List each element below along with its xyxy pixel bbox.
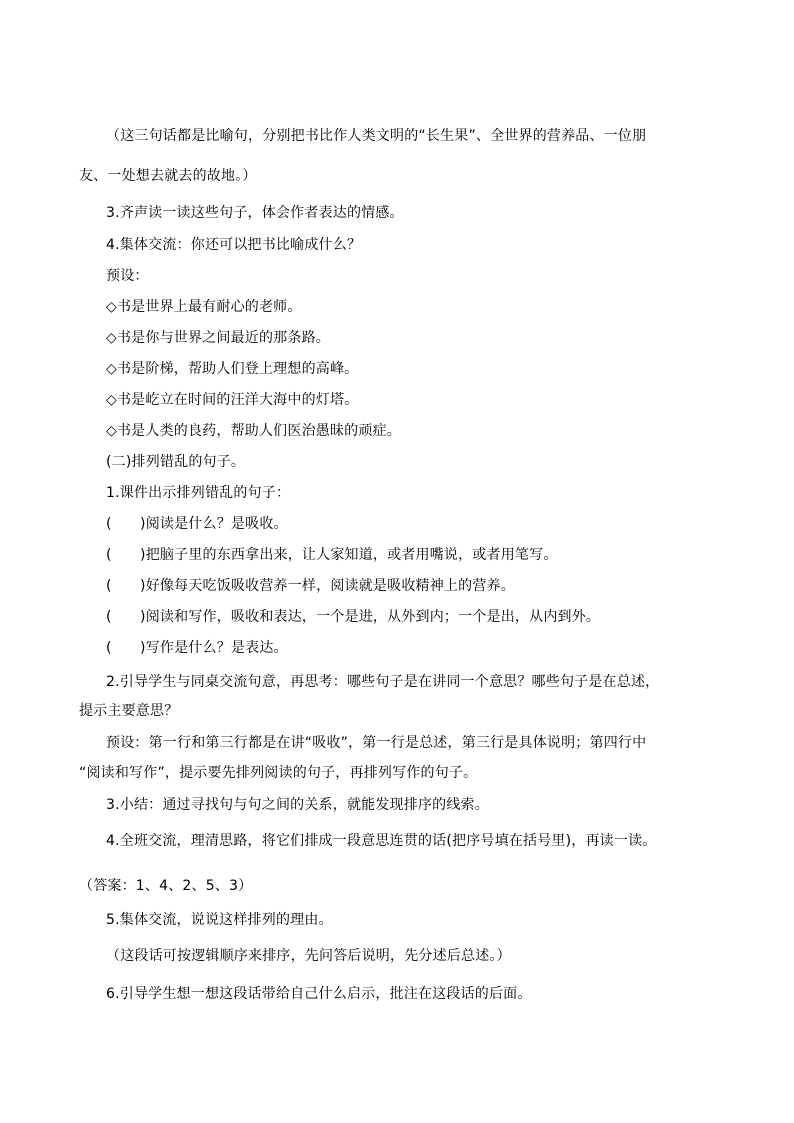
answer-note-line-1: （这三句话都是比喻句，分别把书比作人类文明的“长生果”、全世界的营养品、一位朋 bbox=[106, 128, 647, 144]
preset-text-line-2: “阅读和写作”，提示要先排列阅读的句子，再排列写作的句子。 bbox=[79, 765, 478, 781]
sentence-item: ( )阅读是什么？是吸收。 bbox=[106, 516, 288, 532]
sentence-item: ( )把脑子里的东西拿出来，让人家知道，或者用嘴说，或者用笔写。 bbox=[106, 547, 558, 563]
preset-text-line-1: 预设：第一行和第三行都是在讲“吸收”，第一行是总述，第三行是具体说明；第四行中 bbox=[106, 735, 647, 751]
sentence-item: ( )阅读和写作，吸收和表达，一个是进，从外到内；一个是出，从内到外。 bbox=[106, 609, 601, 625]
metaphor-item: ◇书是你与世界之间最近的那条路。 bbox=[106, 330, 330, 346]
step-2-text-line-2: 提示主要意思？ bbox=[79, 703, 179, 719]
metaphor-item: ◇书是世界上最有耐心的老师。 bbox=[106, 299, 302, 315]
preset-label: 预设： bbox=[106, 268, 149, 284]
reason-note: （这段话可按逻辑顺序来排序，先问答后说明，先分述后总述。） bbox=[106, 948, 511, 964]
metaphor-item: ◇书是阶梯，帮助人们登上理想的高峰。 bbox=[106, 361, 359, 377]
metaphor-item: ◇书是人类的良药，帮助人们医治愚昧的顽症。 bbox=[106, 423, 401, 439]
sentence-item: ( )写作是什么？是表达。 bbox=[106, 640, 288, 656]
step-5-text: 5.集体交流，说说这样排列的理由。 bbox=[106, 912, 333, 928]
step-4-text: 4.集体交流：你还可以把书比喻成什么？ bbox=[106, 237, 362, 253]
step-3-summary: 3.小结：通过寻找句与句之间的关系，就能发现排序的线索。 bbox=[106, 797, 489, 813]
step-4-exchange: 4.全班交流，理清思路，将它们排成一段意思连贯的话(把序号填在括号里)，再读一读。 bbox=[106, 833, 657, 849]
step-3-text: 3.齐声读一读这些句子，体会作者表达的情感。 bbox=[106, 205, 404, 221]
step-1-text: 1.课件出示排列错乱的句子： bbox=[106, 485, 291, 501]
answer-note-line-2: 友、一处想去就去的故地。） bbox=[79, 168, 257, 184]
section-heading: (二)排列错乱的句子。 bbox=[106, 454, 246, 470]
step-6-text: 6.引导学生想一想这段话带给自己什么启示，批注在这段话的后面。 bbox=[106, 986, 532, 1002]
step-2-text-line-1: 2.引导学生与同桌交流句意，再思考：哪些句子是在讲同一个意思？哪些句子是在总述， bbox=[106, 674, 660, 690]
metaphor-item: ◇书是屹立在时间的汪洋大海中的灯塔。 bbox=[106, 392, 359, 408]
sentence-item: ( )好像每天吃饭吸收营养一样，阅读就是吸收精神上的营养。 bbox=[106, 578, 515, 594]
answer-line: （答案：1、4、2、5、3） bbox=[79, 878, 253, 894]
